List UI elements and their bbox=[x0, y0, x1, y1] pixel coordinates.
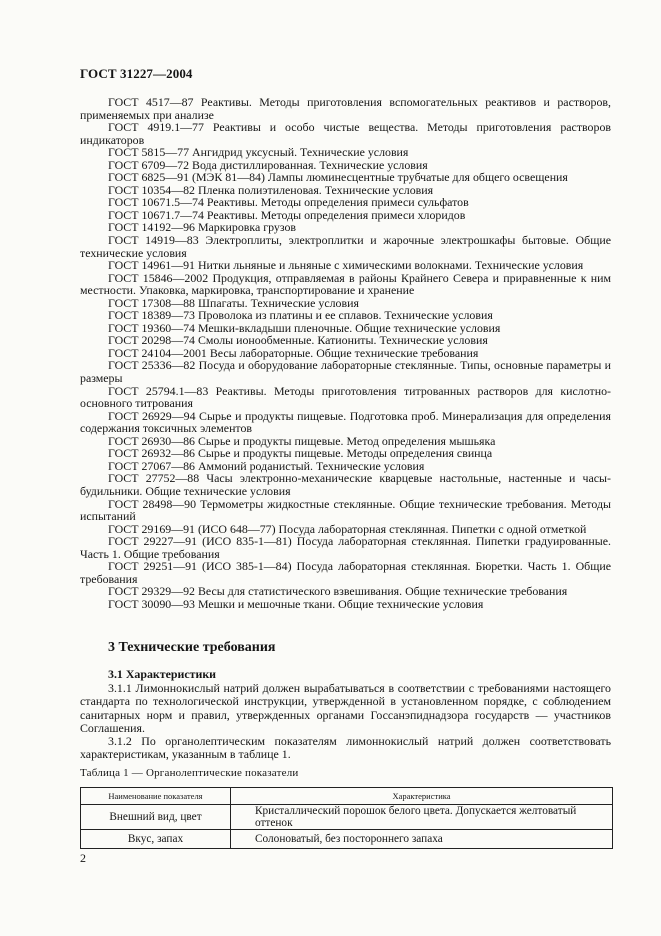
table-caption: Таблица 1 — Органолептические показатели bbox=[80, 767, 299, 779]
reference-item: ГОСТ 26929—94 Сырье и продукты пищевые. Подготовка проб. Минерализация для определения содержания токсичных элементов bbox=[80, 408, 611, 436]
reference-item: ГОСТ 4517—87 Реактивы. Методы приготовления вспомогательных реактивов и растворов, применяемых при анализе bbox=[80, 95, 611, 122]
reference-item: ГОСТ 29169—91 (ИСО 648—77) Посуда лабораторная стеклянная. Пипетки с одной отметкой bbox=[108, 521, 587, 536]
reference-item: ГОСТ 24104—2001 Весы лабораторные. Общие технические требования bbox=[108, 345, 479, 360]
reference-item: ГОСТ 26930—86 Сырье и продукты пищевые. Метод определения мышьяка bbox=[108, 433, 496, 448]
table-cell: Вкус, запах bbox=[81, 830, 231, 849]
column-header: Наименование показателя bbox=[81, 788, 231, 805]
table-row bbox=[81, 830, 613, 849]
reference-item: ГОСТ 14919—83 Электроплиты, электроплитки и жарочные электрошкафы бытовые. Общие технические условия bbox=[80, 233, 611, 260]
reference-item: ГОСТ 26932—86 Сырье и продукты пищевые. Методы определения свинца bbox=[108, 446, 493, 461]
column-header: Характеристика bbox=[231, 788, 613, 805]
section-body bbox=[80, 668, 611, 761]
reference-item: ГОСТ 14961—91 Нитки льняные и льняные с химическими волокнами. Технические условия bbox=[108, 258, 584, 273]
table-header-row bbox=[81, 788, 613, 805]
document-code-header: ГОСТ 31227—2004 bbox=[80, 66, 193, 81]
section-title: 3 Технические требования bbox=[108, 640, 276, 655]
reference-item: ГОСТ 10671.5—74 Реактивы. Методы определения примеси сульфатов bbox=[108, 195, 469, 210]
reference-item: ГОСТ 17308—88 Шпагаты. Технические условия bbox=[108, 295, 359, 310]
reference-item: ГОСТ 19360—74 Мешки-вкладыши пленочные. Общие технические условия bbox=[108, 320, 501, 335]
subsection-title: 3.1 Характеристики bbox=[108, 667, 217, 681]
table-cell: Кристаллический порошок белого цвета. Допускается желтоватый оттенок bbox=[231, 805, 613, 830]
table-cell: Солоноватый, без постороннего запаха bbox=[231, 830, 613, 849]
reference-item: ГОСТ 10671.7—74 Реактивы. Методы определения примеси хлоридов bbox=[108, 207, 466, 222]
table-row bbox=[81, 805, 613, 830]
reference-item: ГОСТ 27067—86 Аммоний роданистый. Технические условия bbox=[108, 458, 425, 473]
organoleptic-table bbox=[80, 787, 613, 849]
reference-item: ГОСТ 5815—77 Ангидрид уксусный. Технические условия bbox=[108, 145, 409, 160]
normative-references-list bbox=[80, 96, 611, 610]
reference-item: ГОСТ 15846—2002 Продукция, отправляемая в районы Крайнего Севера и приравненные к ним местности. Упаковка, маркировка, транспортирование и хранение bbox=[80, 270, 611, 298]
reference-item: ГОСТ 28498—90 Термометры жидкостные стеклянные. Общие технические требования. Методы испытаний bbox=[80, 496, 611, 524]
paragraph-3-1-1: 3.1.1 Лимоннокислый натрий должен вырабатываться в соответствии с требованиями настоящего стандарта по технологической инструкции, утвержденной в установленном порядке, с соблюдением санитарных норм и правил, утвержденных органами Госсанэпиднадзора государств — участников Соглашения. bbox=[80, 681, 611, 735]
reference-item: ГОСТ 20298—74 Смолы ионообменные. Катиониты. Технические условия bbox=[108, 333, 488, 348]
reference-item: ГОСТ 29329—92 Весы для статистического взвешивания. Общие технические требования bbox=[108, 584, 568, 599]
table-cell: Внешний вид, цвет bbox=[81, 805, 231, 830]
reference-item: ГОСТ 25794.1—83 Реактивы. Методы приготовления титрованных растворов для кислотно-основного титрования bbox=[80, 383, 611, 411]
paragraph-3-1-2: 3.1.2 По органолептическим показателям лимоннокислый натрий должен соответствовать характеристикам, указанным в таблице 1. bbox=[80, 734, 611, 762]
reference-item: ГОСТ 25336—82 Посуда и оборудование лабораторные стеклянные. Типы, основные параметры и размеры bbox=[80, 358, 611, 386]
reference-item: ГОСТ 27752—88 Часы электронно-механические кварцевые настольные, настенные и часы-будильники. Общие технические условия bbox=[80, 471, 611, 498]
reference-item: ГОСТ 18389—73 Проволока из платины и ее сплавов. Технические условия bbox=[108, 308, 493, 323]
reference-item: ГОСТ 6825—91 (МЭК 81—84) Лампы люминесцентные трубчатые для общего освещения bbox=[108, 170, 568, 185]
reference-item: ГОСТ 29227—91 (ИСО 835-1—81) Посуда лабораторная стеклянная. Пипетки градуированные. Часть 1. Общие требования bbox=[80, 534, 611, 561]
reference-item: ГОСТ 29251—91 (ИСО 385-1—84) Посуда лабораторная стеклянная. Бюретки. Часть 1. Общие требования bbox=[80, 559, 611, 586]
reference-item: ГОСТ 14192—96 Маркировка грузов bbox=[108, 220, 297, 235]
page-number: 2 bbox=[80, 851, 86, 865]
reference-item: ГОСТ 10354—82 Пленка полиэтиленовая. Технические условия bbox=[108, 182, 434, 197]
reference-item: ГОСТ 30090—93 Мешки и мешочные ткани. Общие технические условия bbox=[108, 596, 484, 611]
reference-item: ГОСТ 4919.1—77 Реактивы и особо чистые вещества. Методы приготовления растворов индикаторов bbox=[80, 120, 611, 147]
reference-item: ГОСТ 6709—72 Вода дистиллированная. Технические условия bbox=[108, 157, 428, 172]
